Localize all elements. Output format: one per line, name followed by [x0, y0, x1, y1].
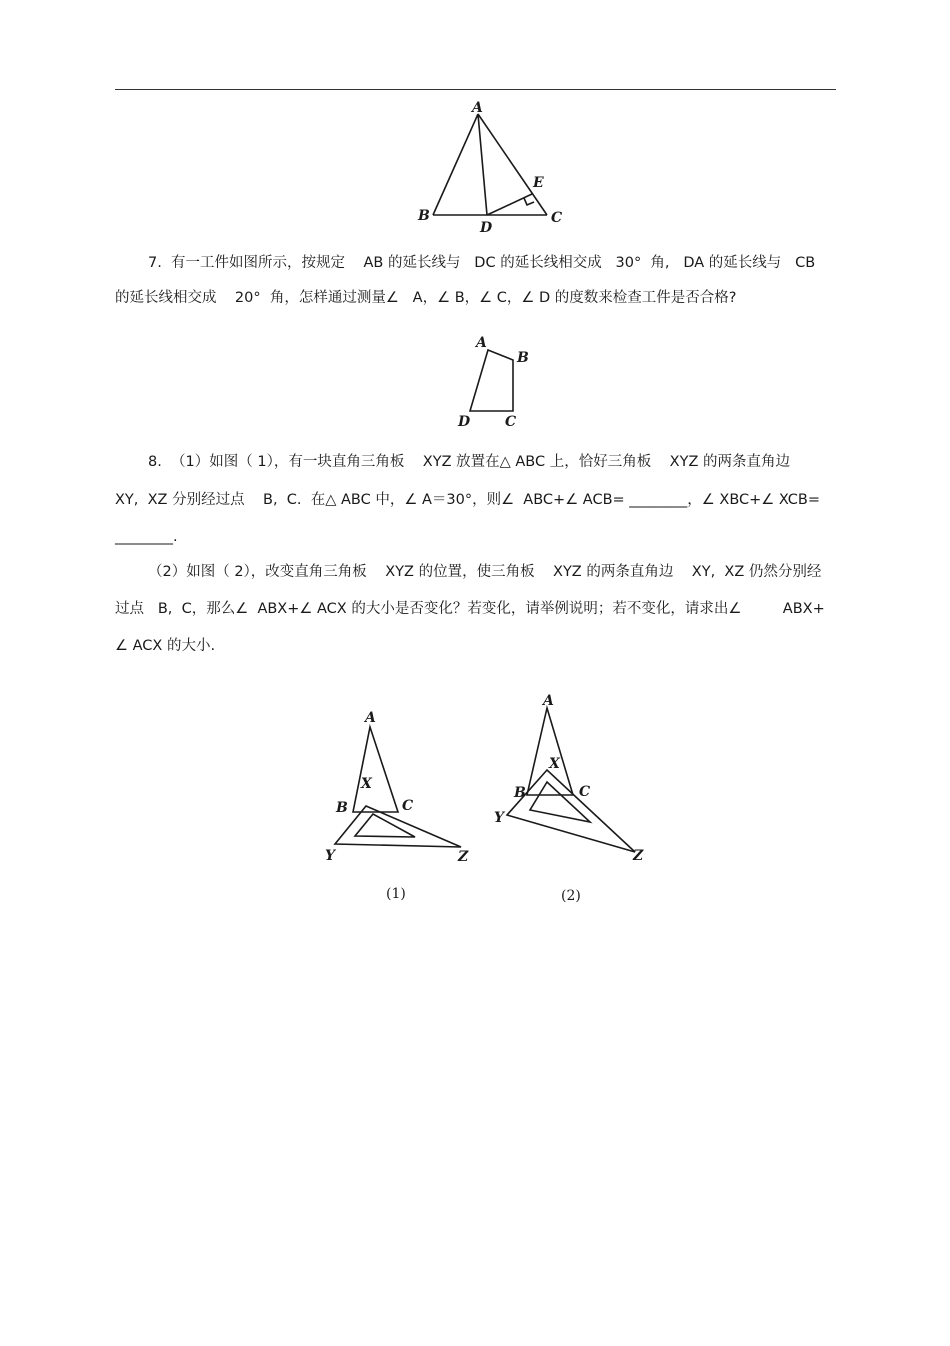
label-d: D	[458, 414, 471, 430]
caption-2: (2)	[561, 888, 581, 904]
label-b: B	[517, 350, 529, 366]
q7-line-2: 的延长线相交成 20° 角，怎样通过测量∠ A，∠ B，∠ C，∠ D 的度数来检查工件是否合格?	[115, 290, 737, 306]
label-y: Y	[325, 848, 335, 864]
label-c: C	[551, 210, 563, 226]
q8-line-2: XY, XZ 分别经过点 B, C. 在△ ABC 中，∠ A＝30°，则∠ ABC+∠ ACB= ________，∠ XBC+∠ XCB=	[115, 492, 821, 508]
figure-quadrilateral	[445, 330, 545, 435]
label-b: B	[514, 785, 526, 801]
label-d: D	[480, 220, 493, 236]
label-a: A	[476, 335, 487, 351]
label-b: B	[336, 800, 348, 816]
label-a: A	[365, 710, 376, 726]
label-y: Y	[494, 810, 504, 826]
q8-line-3: ________.	[115, 529, 178, 545]
label-c: C	[505, 414, 517, 430]
q7-line-1: 7. 有一工件如图所示，按规定 AB 的延长线与 DC 的延长线相交成 30° 角, DA 的延长线与 CB	[148, 255, 816, 271]
label-e: E	[533, 175, 544, 191]
figure-xyz-1	[320, 700, 480, 905]
q8-line-6: ∠ ACX 的大小.	[115, 638, 216, 654]
q8-line-4: （2）如图（ 2），改变直角三角板 XYZ 的位置，使三角板 XYZ 的两条直角边 XY, XZ 仍然分别经	[148, 564, 822, 580]
label-a: A	[543, 693, 554, 709]
label-x: X	[361, 776, 372, 792]
header-rule	[115, 89, 836, 90]
label-c: C	[402, 798, 414, 814]
label-a: A	[472, 100, 483, 116]
caption-1: (1)	[386, 886, 406, 902]
label-z: Z	[458, 849, 469, 865]
q8-line-1: 8. （1）如图（ 1），有一块直角三角板 XYZ 放置在△ ABC 上，恰好三角板 XYZ 的两条直角边	[148, 454, 791, 470]
label-b: B	[418, 208, 430, 224]
label-z: Z	[633, 848, 644, 864]
q8-line-5: 过点 B, C，那么∠ ABX+∠ ACX 的大小是否变化？若变化，请举例说明；若不变化，请求出∠ ABX+	[115, 601, 825, 617]
label-c: C	[579, 784, 591, 800]
label-x: X	[549, 756, 560, 772]
figure-triangle-abde	[400, 95, 580, 240]
figure-xyz-2	[490, 690, 650, 905]
